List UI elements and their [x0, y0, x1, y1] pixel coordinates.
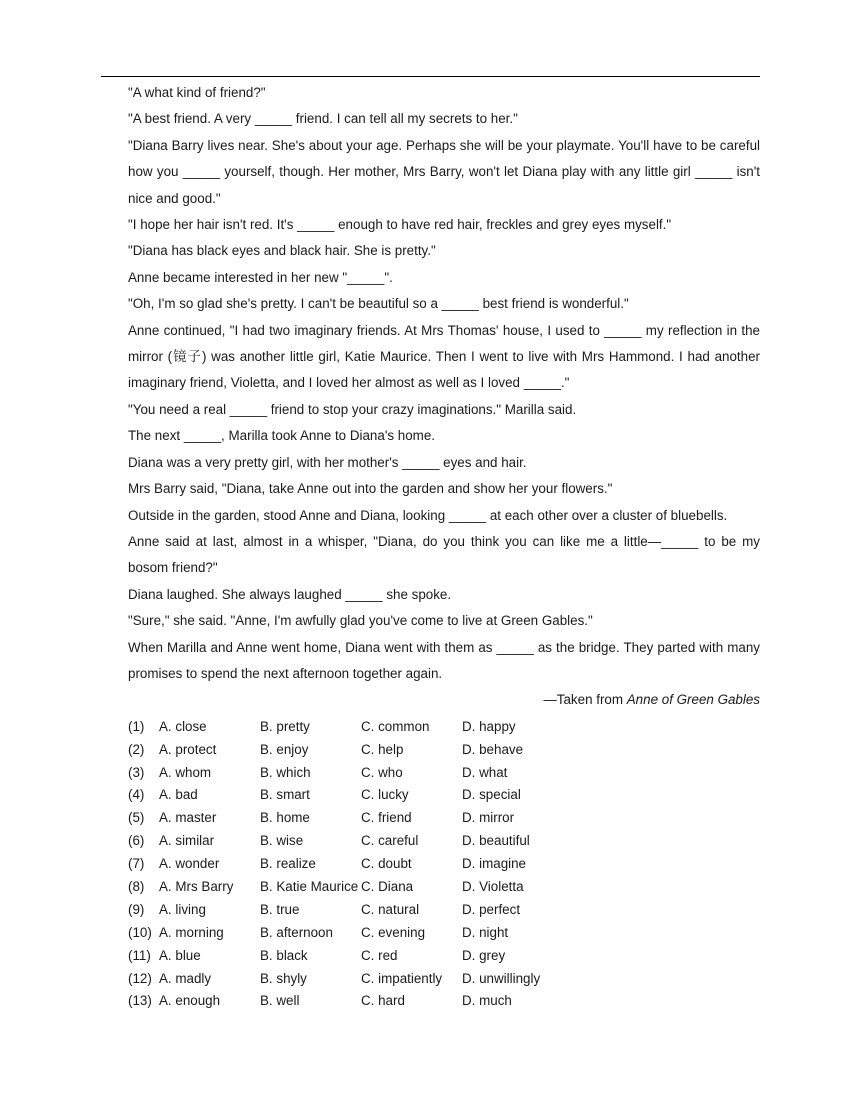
option-c: C. doubt	[361, 856, 412, 872]
option-b: B. enjoy	[260, 741, 309, 757]
option-d: D. perfect	[462, 901, 521, 917]
option-d: D. mirror	[462, 810, 515, 826]
option-b: B. true	[260, 901, 300, 917]
passage-paragraph: Anne continued, "I had two imaginary friends. At Mrs Thomas' house, I used to _____ my reflection in the mirror (镜子) was another little girl, Katie Maurice. Then I went to live with Mrs Hammond. I had another imaginary friend, Violetta, and I loved her almost as well as I loved _____."	[128, 322, 760, 391]
option-row	[128, 739, 760, 762]
option-c: C. natural	[361, 901, 420, 917]
option-d: D. night	[462, 924, 509, 940]
option-b: B. afternoon	[260, 924, 333, 940]
option-row	[128, 945, 760, 968]
option-c: C. hard	[361, 993, 405, 1009]
question-number: (6)	[128, 833, 145, 849]
option-row	[128, 853, 760, 876]
option-a: A. whom	[159, 764, 212, 780]
option-c: C. friend	[361, 810, 412, 826]
passage-paragraph: "Diana Barry lives near. She's about your age. Perhaps she will be your playmate. You'll have to be careful how you _____ yourself, though. Her mother, Mrs Barry, won't let Diana play with any little girl _____ isn't nice and good."	[128, 137, 760, 206]
option-d: D. imagine	[462, 856, 527, 872]
option-c: C. common	[361, 718, 430, 734]
question-number: (1)	[128, 718, 145, 734]
option-a: A. enough	[159, 993, 221, 1009]
option-a: A. protect	[159, 741, 217, 757]
option-c: C. who	[361, 764, 403, 780]
option-c: C. careful	[361, 833, 419, 849]
passage-paragraph: Anne became interested in her new "_____".	[128, 269, 393, 285]
option-a: A. master	[159, 810, 217, 826]
question-number: (4)	[128, 787, 145, 803]
option-a: A. wonder	[159, 856, 220, 872]
option-row	[128, 922, 760, 945]
option-b: B. realize	[260, 856, 316, 872]
option-b: B. pretty	[260, 718, 310, 734]
option-row	[128, 784, 760, 807]
passage-paragraph: "Oh, I'm so glad she's pretty. I can't be beautiful so a _____ best friend is wonderful."	[128, 296, 629, 312]
passage-paragraph: The next _____, Marilla took Anne to Diana's home.	[128, 428, 436, 444]
option-row	[128, 899, 760, 922]
option-row	[128, 830, 760, 853]
question-number: (10)	[128, 924, 152, 940]
option-row	[128, 762, 760, 785]
passage-paragraph: Mrs Barry said, "Diana, take Anne out into the garden and show her your flowers."	[128, 481, 613, 497]
option-b: B. Katie Maurice	[260, 878, 359, 894]
passage-paragraph: Diana laughed. She always laughed _____ she spoke.	[128, 586, 452, 602]
source-title: Anne of Green Gables	[626, 692, 760, 708]
option-row	[128, 807, 760, 830]
question-number: (2)	[128, 741, 145, 757]
passage-paragraph: "Diana has black eyes and black hair. She is pretty."	[128, 243, 436, 259]
option-d: D. what	[462, 764, 508, 780]
option-c: C. evening	[361, 924, 426, 940]
option-d: D. unwillingly	[462, 970, 541, 986]
passage	[128, 80, 760, 687]
source-prefix: —Taken from	[543, 692, 627, 708]
passage-paragraph: Anne said at last, almost in a whisper, "Diana, do you think you can like me a little—_____ to be my bosom friend?"	[128, 533, 760, 576]
options-list	[128, 716, 760, 1014]
passage-paragraph: Outside in the garden, stood Anne and Diana, looking _____ at each other over a cluster of bluebells.	[128, 507, 728, 523]
passage-paragraph: When Marilla and Anne went home, Diana went with them as _____ as the bridge. They parted with many promises to spend the next afternoon together again.	[128, 639, 760, 681]
option-d: D. grey	[462, 947, 506, 963]
question-number: (5)	[128, 810, 145, 826]
option-d: D. much	[462, 993, 512, 1009]
option-b: B. black	[260, 947, 308, 963]
passage-paragraph: "I hope her hair isn't red. It's _____ enough to have red hair, freckles and grey eyes myself."	[128, 217, 672, 233]
option-row	[128, 968, 760, 991]
question-number: (8)	[128, 878, 145, 894]
option-row	[128, 876, 760, 899]
option-c: C. help	[361, 741, 404, 757]
option-c: C. red	[361, 947, 398, 963]
option-a: A. similar	[159, 833, 215, 849]
header-rule	[101, 76, 760, 77]
passage-paragraph: "You need a real _____ friend to stop your crazy imaginations." Marilla said.	[128, 401, 577, 417]
option-row	[128, 716, 760, 739]
option-c: C. impatiently	[361, 970, 443, 986]
option-b: B. wise	[260, 833, 304, 849]
option-a: A. bad	[159, 787, 198, 803]
option-b: B. which	[260, 764, 311, 780]
option-a: A. close	[159, 718, 207, 734]
option-b: B. shyly	[260, 970, 307, 986]
question-number: (13)	[128, 993, 152, 1009]
question-number: (3)	[128, 764, 145, 780]
option-a: A. morning	[159, 924, 224, 940]
option-a: A. Mrs Barry	[159, 878, 234, 894]
option-c: C. Diana	[361, 878, 414, 894]
option-a: A. madly	[159, 970, 212, 986]
question-number: (9)	[128, 901, 145, 917]
option-b: B. home	[260, 810, 310, 826]
option-a: A. blue	[159, 947, 201, 963]
option-d: D. special	[462, 787, 521, 803]
passage-paragraph: "A best friend. A very _____ friend. I can tell all my secrets to her."	[128, 111, 518, 127]
option-row	[128, 990, 760, 1013]
option-d: D. Violetta	[462, 878, 524, 894]
option-d: D. behave	[462, 741, 524, 757]
option-d: D. happy	[462, 718, 516, 734]
question-number: (12)	[128, 970, 152, 986]
option-a: A. living	[159, 901, 206, 917]
option-b: B. well	[260, 993, 300, 1009]
passage-paragraph: "Sure," she said. "Anne, I'm awfully glad you've come to live at Green Gables."	[128, 613, 593, 629]
option-d: D. beautiful	[462, 833, 530, 849]
option-c: C. lucky	[361, 787, 409, 803]
passage-paragraph: Diana was a very pretty girl, with her mother's _____ eyes and hair.	[128, 454, 527, 470]
question-number: (7)	[128, 856, 145, 872]
document-body	[128, 80, 760, 1013]
question-number: (11)	[128, 947, 151, 963]
passage-paragraph: "A what kind of friend?"	[128, 85, 266, 100]
option-b: B. smart	[260, 787, 310, 803]
source-attribution	[128, 687, 760, 713]
